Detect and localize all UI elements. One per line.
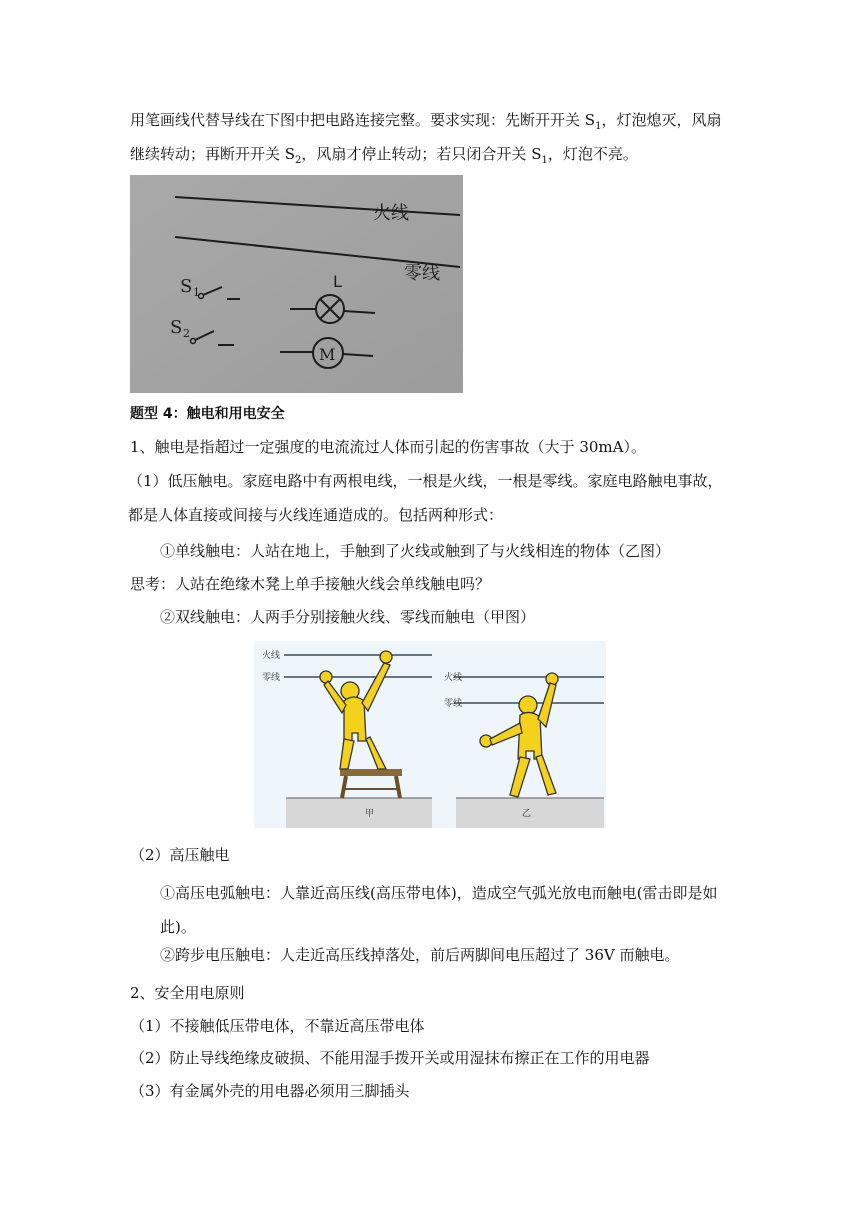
subscript: 1 bbox=[541, 155, 548, 166]
paragraph-1: 1、触电是指超过一定强度的电流流过人体而引起的伤害事故（大于 30mA）。 bbox=[130, 438, 646, 456]
intro-line-2 bbox=[130, 144, 638, 171]
intro-text: 用笔画线代替导线在下图中把电路连接完整。要求实现：先断开开关 S bbox=[130, 111, 596, 129]
subscript: 1 bbox=[595, 121, 602, 132]
intro-text: ，灯泡熄灭，风扇 bbox=[601, 111, 722, 129]
circuit-photo bbox=[130, 175, 463, 393]
paragraph-10: （1）不接触低压带电体，不靠近高压带电体 bbox=[130, 1017, 425, 1035]
paragraph-6: （2）高压触电 bbox=[130, 846, 230, 864]
paragraph-12: （3）有金属外壳的用电器必须用三脚插头 bbox=[130, 1082, 410, 1100]
paragraph-9: 2、安全用电原则 bbox=[130, 984, 245, 1002]
neutral-label: 零线 bbox=[404, 263, 440, 284]
section-title: 题型 4：触电和用电安全 bbox=[130, 406, 285, 422]
paragraph-7 bbox=[160, 876, 732, 944]
stool-icon bbox=[340, 769, 402, 776]
paragraph-11: （2）防止导线绝缘皮破损、不能用湿手拨开关或用湿抹布擦正在工作的用电器 bbox=[130, 1049, 650, 1067]
intro-text: ，灯泡不亮。 bbox=[547, 145, 638, 163]
right-live-label: 火线 bbox=[444, 673, 463, 683]
left-live-label: 火线 bbox=[262, 651, 281, 661]
right-caption: 乙 bbox=[522, 809, 532, 819]
paragraph-5: ②双线触电：人两手分别接触火线、零线而触电（甲图） bbox=[160, 608, 536, 626]
s2-label: S bbox=[170, 317, 183, 338]
paragraph-3: ①单线触电：人站在地上，手触到了火线或触到了与火线相连的物体（乙图） bbox=[160, 542, 671, 560]
intro-line-1 bbox=[130, 110, 721, 137]
subscript: 2 bbox=[295, 155, 302, 166]
right-neutral-label: 零线 bbox=[444, 699, 463, 709]
live-label: 火线 bbox=[373, 203, 409, 224]
paragraph-2: （1）低压触电。家庭电路中有两根电线，一根是火线，一根是零线。家庭电路触电事故，都是人体直接或间接与火线连通造成的。包括两种形式： bbox=[128, 472, 723, 524]
lamp-label: L bbox=[333, 272, 342, 291]
left-floor bbox=[286, 798, 432, 828]
paragraph-8: ②跨步电压触电：人走近高压线掉落处，前后两脚间电压超过了 36V 而触电。 bbox=[160, 946, 680, 964]
left-caption: 甲 bbox=[365, 809, 375, 819]
paragraph-4: 思考：人站在绝缘木凳上单手接触火线会单线触电吗？ bbox=[130, 575, 491, 593]
shock-illustration bbox=[254, 641, 606, 828]
motor-label: M bbox=[319, 345, 336, 364]
s1-label: S bbox=[180, 276, 193, 297]
left-neutral-label: 零线 bbox=[262, 673, 281, 683]
intro-text: 继续转动；再断开开关 S bbox=[130, 145, 296, 163]
intro-text: ，风扇才停止转动；若只闭合开关 S bbox=[301, 145, 542, 163]
paragraph-7-text: ①高压电弧触电：人靠近高压线(高压带电体)，造成空气弧光放电而触电(雷击即是如此)。 bbox=[160, 884, 718, 936]
s1-sub: 1 bbox=[193, 286, 200, 299]
shock-figure bbox=[254, 641, 606, 828]
circuit-diagram bbox=[130, 175, 463, 393]
s2-sub: 2 bbox=[183, 327, 190, 340]
